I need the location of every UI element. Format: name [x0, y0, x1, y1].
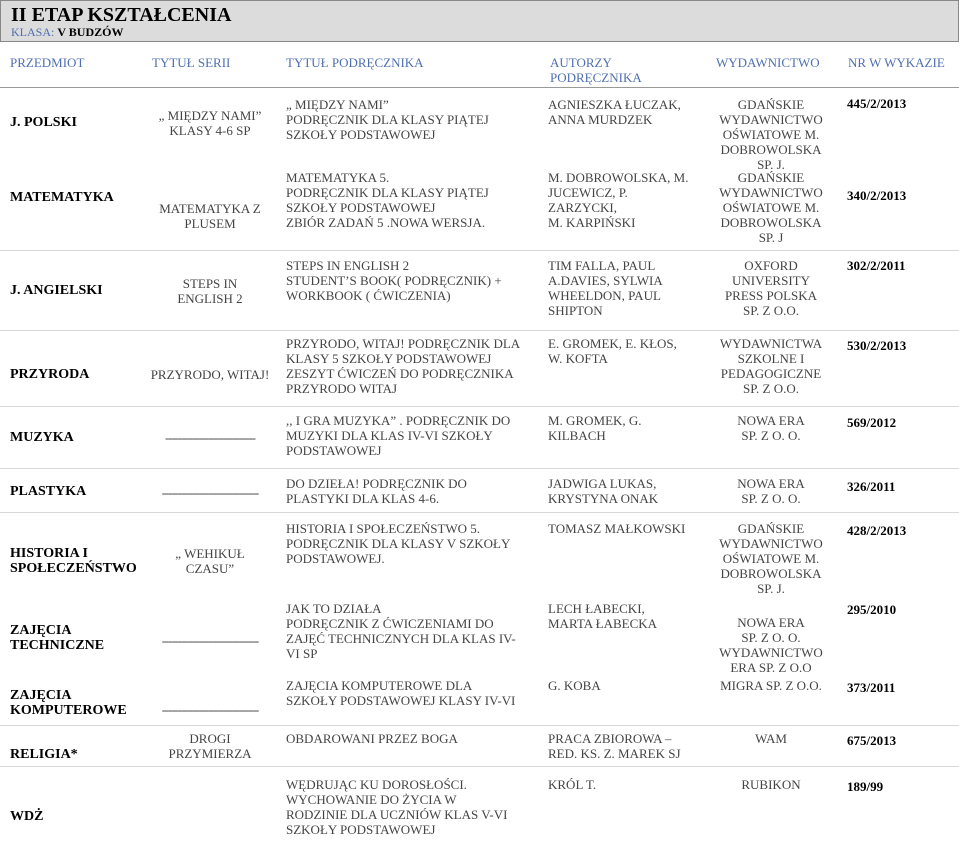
authors-cell: E. GROMEK, E. KŁOS, W. KOFTA	[548, 336, 677, 366]
textbook-title-cell: PRZYRODO, WITAJ! PODRĘCZNIK DLA KLASY 5 SZKOŁY PODSTAWOWEJ ZESZYT ĆWICZEŃ DO PODRĘCZNIKA PRZYRODO WITAJ	[286, 336, 521, 396]
registry-number-cell: 428/2/2013	[847, 523, 907, 538]
registry-number-cell: 445/2/2013	[847, 96, 907, 111]
subject-cell: ZAJĘCIA TECHNICZNE	[10, 623, 105, 653]
row-divider	[0, 512, 959, 513]
series-cell: ---------------------------	[165, 430, 255, 445]
series-cell: „ WEHIKUŁ CZASU”	[175, 546, 245, 576]
section-header	[0, 0, 959, 42]
row-divider	[0, 330, 959, 331]
publisher-cell: NOWA ERA SP. Z O. O.	[737, 413, 805, 443]
publisher-cell: NOWA ERA SP. Z O. O. WYDAWNICTWO ERA SP. Z O.O	[719, 615, 823, 675]
textbook-title-cell: DO DZIEŁA! PODRĘCZNIK DO PLASTYKI DLA KLAS 4-6.	[286, 476, 467, 506]
row-divider	[0, 406, 959, 407]
row-divider	[0, 250, 959, 251]
series-cell: -----------------------------	[161, 702, 259, 717]
registry-number-cell: 189/99	[847, 779, 884, 794]
class-value: V BUDZÓW	[57, 25, 124, 39]
publisher-cell: GDAŃSKIE WYDAWNICTWO OŚWIATOWE M. DOBROWOLSKA SP. J.	[719, 521, 823, 596]
registry-number-cell: 295/2010	[847, 602, 897, 617]
textbook-title-cell: HISTORIA I SPOŁECZEŃSTWO 5. PODRĘCZNIK DLA KLASY V SZKOŁY PODSTAWOWEJ.	[286, 521, 511, 566]
subject-cell: HISTORIA I SPOŁECZEŃSTWO	[10, 546, 137, 576]
class-line	[11, 25, 123, 40]
publisher-cell: WAM	[755, 731, 787, 746]
col-header-series: TYTUŁ SERII	[152, 55, 231, 70]
textbook-title-cell: ZAJĘCIA KOMPUTEROWE DLA SZKOŁY PODSTAWOWEJ KLASY IV-VI	[286, 678, 516, 708]
registry-number-cell: 340/2/2013	[847, 188, 907, 203]
row-divider	[0, 725, 959, 726]
subject-cell: J. POLSKI	[10, 115, 77, 130]
textbook-title-cell: STEPS IN ENGLISH 2 STUDENT’S BOOK( PODRĘCZNIK) + WORKBOOK ( ĆWICZENIA)	[286, 258, 502, 303]
textbook-title-cell: JAK TO DZIAŁA PODRĘCZNIK Z ĆWICZENIAMI DO ZAJĘĆ TECHNICZNYCH DLA KLAS IV- VI SP	[286, 601, 516, 661]
subject-cell: PLASTYKA	[10, 484, 87, 499]
row-divider	[0, 766, 959, 767]
authors-cell: KRÓL T.	[548, 777, 597, 792]
series-cell: PRZYRODO, WITAJ!	[150, 367, 270, 382]
textbook-title-cell: WĘDRUJĄC KU DOROSŁOŚCI. WYCHOWANIE DO ŻYCIA W RODZINIE DLA UCZNIÓW KLAS V-VI SZKOŁY PODSTAWOWEJ	[286, 777, 508, 837]
publisher-cell: MIGRA SP. Z O.O.	[720, 678, 822, 693]
authors-cell: M. DOBROWOLSKA, M. JUCEWICZ, P. ZARZYCKI, M. KARPIŃSKI	[548, 170, 689, 230]
publisher-cell: OXFORD UNIVERSITY PRESS POLSKA SP. Z O.O.	[724, 258, 818, 318]
class-label: KLASA:	[11, 25, 55, 39]
subject-cell: MUZYKA	[10, 430, 74, 445]
column-headers	[0, 42, 959, 86]
col-header-subject: PRZEDMIOT	[10, 55, 85, 70]
header-divider	[0, 87, 959, 88]
subject-cell: WDŻ	[10, 809, 44, 824]
registry-number-cell: 326/2011	[847, 479, 896, 494]
textbook-title-cell: MATEMATYKA 5. PODRĘCZNIK DLA KLASY PIĄTEJ SZKOŁY PODSTAWOWEJ ZBIÓR ZADAŃ 5 .NOWA WERSJA.	[286, 170, 489, 230]
series-cell: -----------------------------	[161, 633, 259, 648]
section-title: II ETAP KSZTAŁCENIA	[11, 4, 232, 26]
registry-number-cell: 530/2/2013	[847, 338, 907, 353]
publisher-cell: WYDAWNICTWA SZKOLNE I PEDAGOGICZNE SP. Z O.O.	[719, 336, 823, 396]
textbook-title-cell: „ MIĘDZY NAMI” PODRĘCZNIK DLA KLASY PIĄTEJ SZKOŁY PODSTAWOWEJ	[286, 97, 489, 142]
subject-cell: MATEMATYKA	[10, 190, 114, 205]
series-cell: -----------------------------	[161, 485, 259, 500]
authors-cell: AGNIESZKA ŁUCZAK, ANNA MURDZEK	[548, 97, 681, 127]
textbook-title-cell: OBDAROWANI PRZEZ BOGA	[286, 731, 458, 746]
subject-cell: PRZYRODA	[10, 367, 90, 382]
series-cell: „ MIĘDZY NAMI” KLASY 4-6 SP	[158, 108, 262, 138]
publisher-cell: GDAŃSKIE WYDAWNICTWO OŚWIATOWE M. DOBROWOLSKA SP. J	[719, 170, 823, 245]
col-header-publisher: WYDAWNICTWO	[716, 55, 820, 70]
publisher-cell: GDAŃSKIE WYDAWNICTWO OŚWIATOWE M. DOBROWOLSKA SP. J.	[719, 97, 823, 172]
publisher-cell: RUBIKON	[741, 777, 801, 792]
authors-cell: M. GROMEK, G. KILBACH	[548, 413, 642, 443]
subject-cell: J. ANGIELSKI	[10, 283, 103, 298]
row-divider	[0, 468, 959, 469]
authors-cell: TIM FALLA, PAUL A.DAVIES, SYLWIA WHEELDON, PAUL SHIPTON	[548, 258, 663, 318]
col-header-title: TYTUŁ PODRĘCZNIKA	[286, 55, 424, 70]
series-cell: STEPS IN ENGLISH 2	[177, 276, 243, 306]
registry-number-cell: 373/2011	[847, 680, 896, 695]
authors-cell: TOMASZ MAŁKOWSKI	[548, 521, 686, 536]
publisher-cell: NOWA ERA SP. Z O. O.	[737, 476, 805, 506]
col-header-authors: AUTORZY PODRĘCZNIKA	[550, 55, 642, 85]
registry-number-cell: 675/2013	[847, 733, 897, 748]
authors-cell: PRACA ZBIOROWA – RED. KS. Z. MAREK SJ	[548, 731, 681, 761]
col-header-nr: NR W WYKAZIE	[848, 55, 945, 70]
registry-number-cell: 569/2012	[847, 415, 897, 430]
subject-cell: RELIGIA*	[10, 747, 78, 762]
textbook-title-cell: ,, I GRA MUZYKA” . PODRĘCZNIK DO MUZYKI DLA KLAS IV-VI SZKOŁY PODSTAWOWEJ	[286, 413, 511, 458]
registry-number-cell: 302/2/2011	[847, 258, 906, 273]
authors-cell: G. KOBA	[548, 678, 601, 693]
subject-cell: ZAJĘCIA KOMPUTEROWE	[10, 688, 127, 718]
authors-cell: LECH ŁABECKI, MARTA ŁABECKA	[548, 601, 658, 631]
authors-cell: JADWIGA LUKAS, KRYSTYNA ONAK	[548, 476, 659, 506]
series-cell: DROGI PRZYMIERZA	[168, 731, 252, 761]
series-cell: MATEMATYKA Z PLUSEM	[159, 201, 261, 231]
